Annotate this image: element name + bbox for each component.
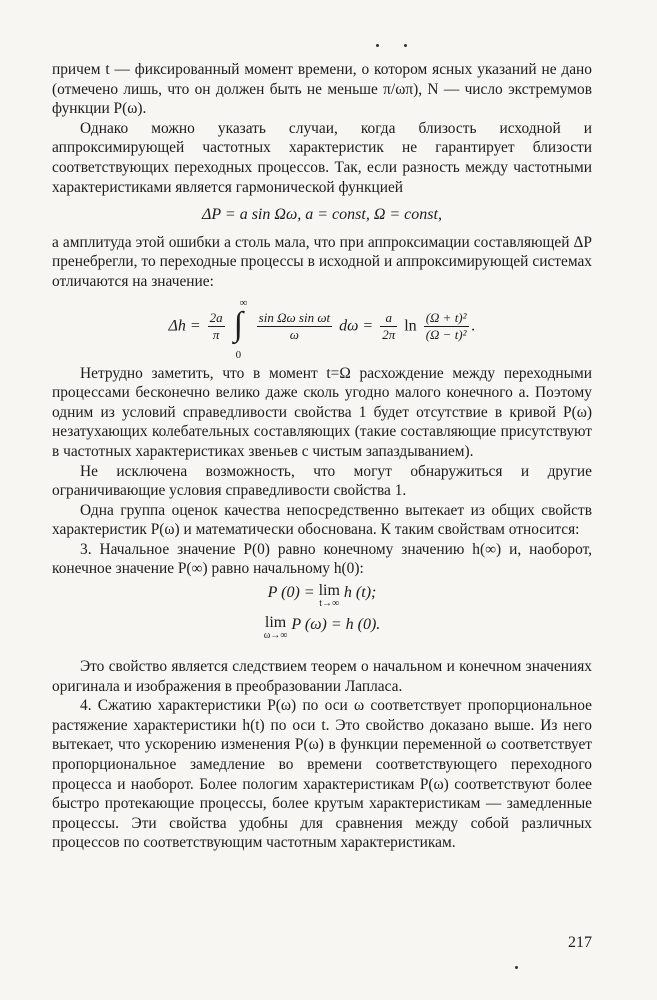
page-number: 217 [568, 934, 592, 951]
frac-num: sin Ωω sin ωt [258, 310, 331, 326]
frac-num: 2a [209, 310, 223, 326]
fraction-a-2pi [380, 310, 397, 343]
eq3-lhs: P (0) = [267, 584, 315, 602]
eq2-mid: dω = [339, 317, 374, 335]
frac-num: (Ω + t)² [425, 310, 467, 326]
paragraph-1: причем t — фиксированный момент времени, о котором ясных указаний не дано (отмечено лишь, что он должен быть не меньше π/ωπ), N — число экстремумов функции P(ω). [52, 61, 592, 118]
limit-word: lim [264, 614, 287, 632]
frac-den: ω [289, 327, 299, 343]
equation-delta-p: ΔP = a sin Ωω, a = const, Ω = const, [202, 206, 442, 224]
limit-word: lim [318, 582, 340, 600]
frac-num: a [380, 310, 397, 327]
limit-subscript: t→∞ [319, 598, 340, 610]
fraction-log-argument [424, 310, 469, 343]
eq2-lhs: Δh = [168, 317, 201, 335]
paragraph-4: Нетрудно заметить, что в момент t=Ω расхождение между переходными процессами бесконечно велико даже сколь угодно малого конечного a. Поэтому одним из условий справедливости свойства 1 будет отсутствие в кривой P(ω) незатухающих колебательных составляющих (такие составляющие присутствуют в частотных характеристиках звеньев с чистым запаздыванием). [52, 364, 592, 460]
paragraph-8: Это свойство является следствием теорем о начальном и конечном значениях оригинала и изображения в преобразовании Лапласа. [52, 658, 592, 695]
paragraph-2: Однако можно указать случаи, когда близость исходной и аппроксимирующей частотных характеристик не гарантирует близости соответствующих переходных процессов. Так, если разность между частотными характеристиками является гармонической функцией [52, 119, 592, 196]
page-body [52, 60, 592, 853]
equation-delta-h [52, 296, 592, 361]
limit-t [319, 583, 340, 609]
integral-sign: ∞ ∫ 0 [232, 302, 250, 352]
eq3-rhs: h (t); [343, 584, 377, 602]
frac-den: π [212, 327, 220, 343]
frac-den: (Ω − t)² [425, 327, 467, 343]
frac-den: 2π [382, 327, 396, 343]
paragraph-5: Не исключена возможность, что могут обнаружиться и другие ограничивающие условия справедливости свойства 1. [52, 462, 592, 500]
equation-initial-value [52, 583, 592, 609]
speck-mark [376, 44, 379, 47]
paragraph-3: а амплитуда этой ошибки a столь мала, что при аппроксимации составляющей ΔP пренебрегли, то переходные процессы в исходной и аппроксимирующей системах отличаются на значение: [52, 233, 592, 290]
speck-mark [515, 966, 518, 969]
paragraph-9: 4. Сжатию характеристики P(ω) по оси ω соответствует пропорциональное растяжение характеристики h(t) по оси t. Это свойство доказано выше. Из него вытекает, что ускорению изменения P(ω) в функции переменной ω соответствует пропорциональное замедление во времени соответствующего переходного процесса и наоборот. Более пологим характеристикам P(ω) соответствуют более быстро протекающие процессы, более крутым характеристикам — замедленные процессы. Эти свойства удобны для сравнения между собой различных процессов по соответствующим частотным характеристикам. [52, 697, 592, 852]
paragraph-6: Одна группа оценок качества непосредственно вытекает из общих свойств характеристик P(ω) и математически обоснована. К таким свойствам относится: [52, 501, 592, 539]
paragraph-7: 3. Начальное значение P(0) равно конечному значению h(∞) и, наоборот, конечное значение P(∞) равно начальному h(0): [52, 540, 592, 578]
fraction-integrand [257, 310, 332, 343]
fraction-2a-pi [208, 310, 225, 343]
integral-upper-bound: ∞ [239, 296, 248, 309]
speck-mark [404, 44, 407, 47]
ln-operator: ln [404, 317, 417, 335]
eq2-end: . [471, 317, 476, 335]
integral-lower-bound: 0 [235, 348, 242, 361]
limit-omega [264, 615, 288, 641]
equation-final-value [52, 615, 592, 641]
eq4-rhs: P (ω) = h (0). [291, 616, 381, 634]
limit-subscript: ω→∞ [263, 630, 288, 642]
